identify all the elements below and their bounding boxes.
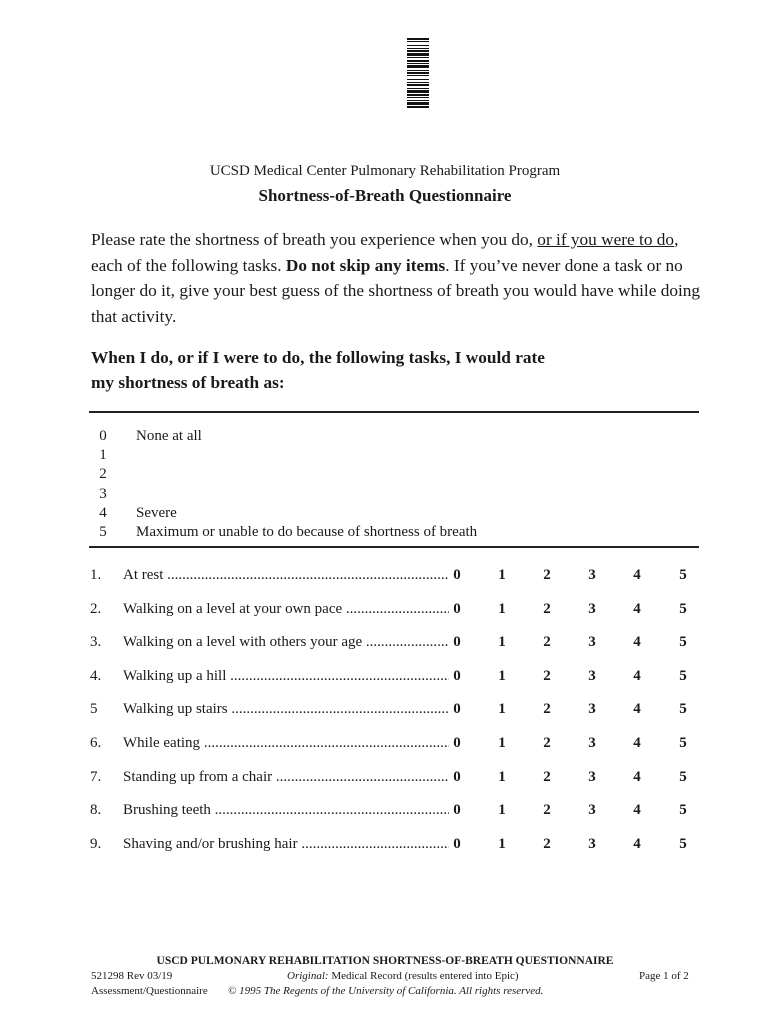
underlined-phrase: or if you were to do: [537, 230, 675, 249]
rating-option-2[interactable]: 2: [543, 734, 551, 751]
question-number: 6.: [90, 734, 102, 751]
question-row: [0, 835, 770, 869]
questionnaire-items: [0, 566, 770, 868]
rating-option-3[interactable]: 3: [588, 768, 596, 785]
rating-option-0[interactable]: 0: [453, 734, 461, 751]
rating-option-4[interactable]: 4: [633, 567, 641, 583]
rating-option-3[interactable]: 3: [588, 634, 596, 651]
rating-option-0[interactable]: 0: [453, 567, 461, 583]
question-number: 7.: [90, 768, 102, 785]
rating-option-1[interactable]: 1: [498, 667, 506, 684]
rating-option-0[interactable]: 0: [453, 835, 461, 852]
rating-option-3[interactable]: 3: [588, 835, 596, 852]
rating-option-1[interactable]: 1: [498, 600, 506, 617]
bold-instruction: Do not skip any items: [285, 255, 446, 275]
rating-option-0[interactable]: 0: [453, 634, 461, 651]
question-row: [0, 667, 770, 701]
rating-option-5[interactable]: 5: [679, 768, 687, 785]
barcode-image: [407, 38, 429, 124]
barcode-bar: [407, 79, 429, 80]
copyright-notice: © 1995 The Regents of the University of California. All rights reserved.: [228, 985, 544, 997]
rating-option-4[interactable]: 4: [633, 835, 641, 852]
barcode-bar: [407, 94, 429, 96]
barcode-bar: [407, 72, 429, 74]
scale-value: 1: [99, 447, 107, 464]
question-label: Walking up stairs .....: [123, 701, 449, 718]
question-number: 8.: [90, 802, 102, 819]
rating-option-3[interactable]: 3: [588, 802, 596, 819]
scale-description: Severe: [136, 504, 177, 521]
scale-value: 0: [99, 428, 107, 444]
rating-option-4[interactable]: 4: [633, 600, 641, 617]
question-label: Standing up from a chair .....: [123, 769, 449, 786]
divider: [89, 546, 699, 548]
rating-option-1[interactable]: 1: [498, 567, 506, 583]
question-row: [0, 768, 770, 802]
question-number: 5: [90, 701, 98, 718]
rating-prompt: When I do, or if I were to do, the following tasks, I would rate my shortness of breath as:: [91, 348, 545, 392]
barcode-bar: [407, 70, 429, 71]
rating-option-0[interactable]: 0: [453, 701, 461, 718]
question-row: [0, 633, 770, 667]
rating-option-5[interactable]: 5: [679, 734, 687, 751]
form-code: 521298 Rev 03/19: [91, 970, 173, 982]
rating-option-5[interactable]: 5: [679, 835, 687, 852]
question-row: [0, 801, 770, 835]
rating-option-3[interactable]: 3: [588, 567, 596, 583]
page-title: Shortness-of-Breath Questionnaire: [258, 186, 512, 205]
rating-option-5[interactable]: 5: [679, 567, 687, 583]
barcode-bar: [407, 57, 429, 58]
rating-option-2[interactable]: 2: [543, 600, 551, 617]
scale-value: 3: [99, 485, 107, 502]
footer-title: USCD PULMONARY REHABILITATION SHORTNESS-OF-BREATH QUESTIONNAIRE: [156, 955, 614, 967]
instructions-paragraph: Please rate the shortness of breath you experience when you do, or if you were to do, each of the following tasks. Do not skip any items. If you’ve never done a task or no longer do it, give your best guess of the shortness of breath you would have while doing that activity.: [91, 230, 701, 326]
rating-option-4[interactable]: 4: [633, 734, 641, 751]
barcode-bar: [407, 100, 429, 101]
question-row: [0, 600, 770, 634]
rating-option-5[interactable]: 5: [679, 634, 687, 651]
question-label: Shaving and/or brushing hair .....: [123, 836, 449, 853]
barcode-bar: [407, 63, 429, 64]
rating-option-0[interactable]: 0: [453, 667, 461, 684]
question-row: [0, 700, 770, 734]
rating-option-2[interactable]: 2: [543, 802, 551, 819]
rating-option-3[interactable]: 3: [588, 667, 596, 684]
rating-option-2[interactable]: 2: [543, 634, 551, 651]
barcode-bar: [407, 88, 429, 89]
rating-option-5[interactable]: 5: [679, 667, 687, 684]
rating-option-5[interactable]: 5: [679, 802, 687, 819]
barcode-bar: [407, 97, 429, 98]
program-name: UCSD Medical Center Pulmonary Rehabilitation Program: [209, 163, 561, 179]
question-row: [0, 734, 770, 768]
rating-option-2[interactable]: 2: [543, 835, 551, 852]
original-note: Original: Medical Record (results entered into Epic): [287, 970, 519, 982]
rating-option-1[interactable]: 1: [498, 802, 506, 819]
rating-option-1[interactable]: 1: [498, 701, 506, 718]
rating-option-2[interactable]: 2: [543, 768, 551, 785]
rating-option-4[interactable]: 4: [633, 667, 641, 684]
barcode-bar: [407, 90, 429, 93]
scale-value: 2: [99, 466, 107, 483]
rating-option-4[interactable]: 4: [633, 802, 641, 819]
barcode-bar: [407, 53, 429, 56]
scale-value: 4: [99, 504, 107, 521]
question-label: Walking up a hill .....: [123, 668, 449, 685]
barcode-bar: [407, 38, 429, 40]
barcode-bar: [407, 75, 429, 76]
question-label: Walking on a level with others your age .....: [123, 634, 449, 651]
barcode-bar: [407, 82, 429, 83]
question-number: 2.: [90, 600, 102, 617]
question-label: At rest .....: [123, 567, 449, 584]
question-label: While eating .....: [123, 735, 449, 752]
question-row: [0, 566, 770, 600]
rating-option-1[interactable]: 1: [498, 835, 506, 852]
rating-option-1[interactable]: 1: [498, 634, 506, 651]
rating-option-0[interactable]: 0: [453, 802, 461, 819]
rating-option-0[interactable]: 0: [453, 768, 461, 785]
page-number: Page 1 of 2: [639, 970, 689, 982]
rating-option-4[interactable]: 4: [633, 634, 641, 651]
scale-value: 5: [99, 523, 107, 540]
question-number: 9.: [90, 835, 102, 852]
barcode-bar: [407, 41, 429, 42]
scale-description: Maximum or unable to do because of shortness of breath: [136, 523, 478, 540]
rating-option-3[interactable]: 3: [588, 600, 596, 617]
rating-option-1[interactable]: 1: [498, 768, 506, 785]
scale-description: None at all: [136, 428, 202, 444]
question-number: 1.: [90, 567, 102, 583]
barcode-bar: [407, 45, 429, 46]
rating-option-0[interactable]: 0: [453, 600, 461, 617]
barcode-bar: [407, 50, 429, 52]
rating-option-5[interactable]: 5: [679, 701, 687, 718]
form-type: Assessment/Questionnaire: [91, 985, 208, 997]
question-label: Brushing teeth .....: [123, 802, 449, 819]
rating-option-3[interactable]: 3: [588, 734, 596, 751]
barcode-bar: [407, 65, 429, 68]
rating-option-5[interactable]: 5: [679, 600, 687, 617]
barcode-bar: [407, 106, 429, 108]
barcode-bar: [407, 84, 429, 86]
rating-option-2[interactable]: 2: [543, 667, 551, 684]
rating-option-2[interactable]: 2: [543, 701, 551, 718]
rating-option-3[interactable]: 3: [588, 701, 596, 718]
rating-option-4[interactable]: 4: [633, 768, 641, 785]
barcode-bar: [407, 102, 429, 105]
question-number: 3.: [90, 634, 102, 651]
barcode-bar: [407, 48, 429, 49]
rating-option-4[interactable]: 4: [633, 701, 641, 718]
question-number: 4.: [90, 667, 102, 684]
barcode-bar: [407, 60, 429, 62]
rating-option-2[interactable]: 2: [543, 567, 551, 583]
rating-option-1[interactable]: 1: [498, 734, 506, 751]
question-label: Walking on a level at your own pace .....: [123, 601, 449, 618]
divider: [89, 411, 699, 413]
